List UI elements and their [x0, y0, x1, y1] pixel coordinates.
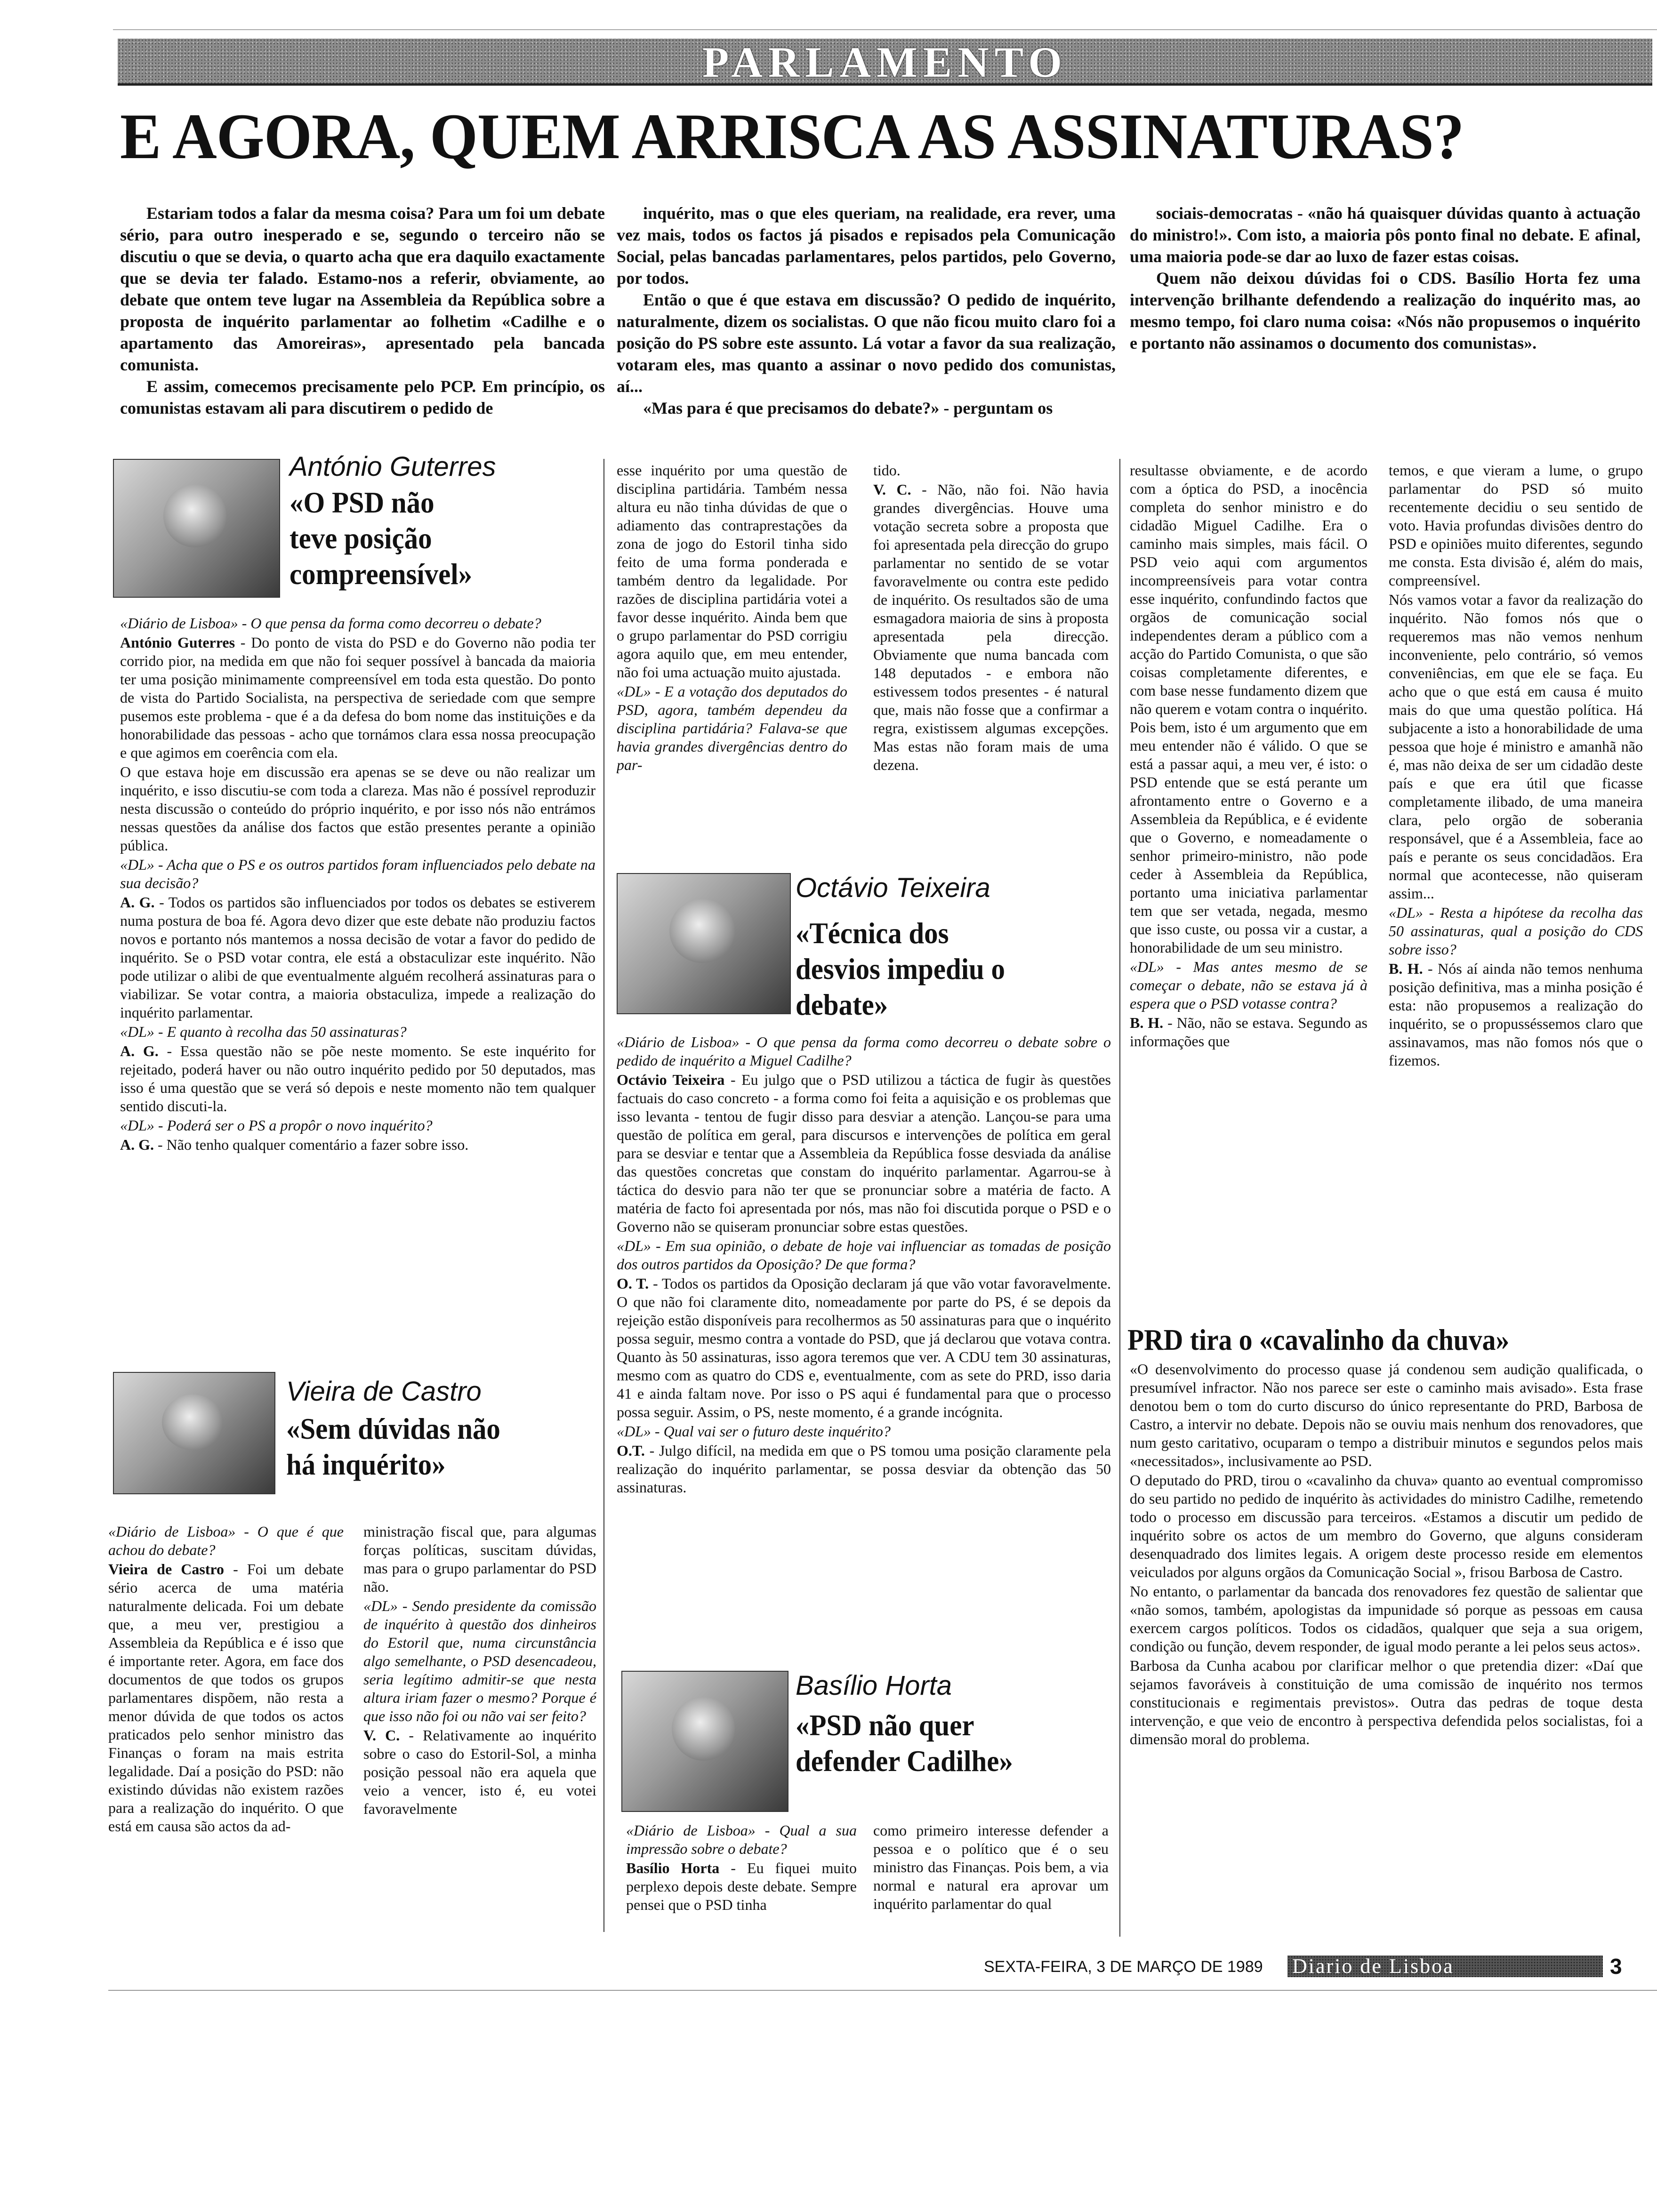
paragraph [873, 461, 1109, 480]
section-banner [118, 39, 1652, 86]
interview-question: «Diário de Lisboa» - O que pensa da forma como decorreu o debate? [120, 615, 541, 632]
column-rule-2 [1119, 459, 1120, 1937]
teixeira-photo [617, 873, 791, 1014]
paragraph [617, 1071, 1111, 1236]
answer-text: resultasse obviamente, e de acordo com a óptica do PSD, a inocência completa do senhor ministro e do cidadão Miguel Cadilhe. Era o caminho mais simples, mais fácil. O PSD veio aqui com argumentos incompreensíveis para votar contra esse inquérito, confundindo factos que orgãos de comunicação social independentes deram a público com a acção do Partido Comunista, o que são coisas completamente diferentes, e com base nesse fundamento dizem que não querem e votam contra o inquérito. Pois bem, isto é um argumento que em meu entender não é válido. O que se está a passar aqui, a meu ver, é isto: o PSD entende que se está perante um afrontamento entre o Governo e a Assembleia da República, e é evidente que o Governo, e nomeadamente o senhor primeiro-ministro, não pode ceder à Assembleia da República, portanto uma iniciativa parlamentar tem que ser vetada, negada, mesmo que isso custe, ou possa vir a custar, a honorabilidade de um seu ministro. [1130, 462, 1367, 956]
paragraph [120, 633, 595, 762]
paragraph [873, 1821, 1109, 1913]
speaker-name: O.T. [617, 1442, 645, 1459]
page-number: 3 [1610, 1954, 1622, 1979]
paragraph: inquérito, mas o que eles queriam, na realidade, era rever, uma vez mais, todos os factos já pisados e repisados pela Comunicação Social, pelas bancadas parlamentares, pelos partidos, pelo Governo, por todos. [617, 204, 1116, 288]
paragraph [120, 1136, 595, 1154]
paragraph: Quem não deixou dúvidas foi o CDS. Basílio Horta fez uma intervenção brilhante defendendo a realização do inquérito mas, ao mesmo tempo, foi claro numa coisa: «Nós não propusemos o inquérito e portanto não assinamos o documento dos comunistas». [1130, 269, 1641, 353]
paragraph: O deputado do PRD, tirou o «cavalinho da chuva» quanto ao eventual compromisso do seu partido no pedido de inquérito às actividades do ministro Cadilhe, remetendo todo o processo em discussão para terceiros. «Estamos a discutir um pedido de inquérito sobre os actos de um membro do Governo, que alguns consideram desenquadrado dos limites legais. A origem deste processo reside em elementos veiculados por alguns orgãos da Comunicação Social », frisou Barbosa de Castro. [1130, 1472, 1643, 1580]
answer-text: - Não, não se estava. Segundo as informações que [1130, 1014, 1367, 1050]
horta-text-b [873, 1821, 1109, 1934]
answer-text: - Foi um debate sério acerca de uma matéria naturalmente delicada. Foi um debate que, a meu ver, prestigiou a Assembleia da República e é isso que é importante reter. Agora, em face dos documentos de que todos os grupos parlamentares dispõem, não resta a menor dúvida de que todos os actos praticados pelo senhor ministro das Finanças o foram na mais estrita legalidade. Daí a posição do PSD: não existindo dúvidas não existem razões para a realização do inquérito. O que está em causa são actos da ad- [108, 1561, 344, 1835]
speaker-name: O. T. [617, 1275, 649, 1292]
answer-text: tido. [873, 462, 901, 479]
answer-text: - Eu fiquei muito perplexo depois deste debate. Sempre pensei que o PSD tinha [626, 1859, 857, 1913]
teixeira-text [617, 1033, 1111, 1666]
prd-title: PRD tira o «cavalinho da chuva» [1127, 1323, 1510, 1356]
interview-question: «Diário de Lisboa» - O que pensa da forma como decorreu o debate sobre o pedido de inquérito a Miguel Cadilhe? [617, 1034, 1111, 1069]
answer-text: temos, e que vieram a lume, o grupo parlamentar do PSD só muito recentemente decidiu o seu sentido de voto. Havia profundas divisões dentro do PSD e opiniões muito diferentes, segundo me consta. Esta divisão é, além do mais, compreensível. [1389, 462, 1643, 589]
horta-text-a [626, 1821, 857, 1934]
paragraph [626, 1859, 857, 1914]
interview-question: «DL» - Acha que o PS e os outros partidos foram influenciados pelo debate na sua decisão? [120, 856, 595, 891]
paragraph [1389, 591, 1643, 903]
intro-col-3 [1130, 202, 1641, 433]
paragraph: «Mas para é que precisamos do debate?» - perguntam os [643, 399, 1053, 417]
answer-text: Nós vamos votar a favor da realização do inquérito. Não fomos nós que o requeremos mas não vemos nenhum inconveniente, pelo contrário, só vemos conveniências, em que ele se faça. Eu acho que o que está em causa é muito mais do que uma questão política. Há subjacente a isto a honorabilidade de uma pessoa que hoje é ministro e amanhã não é, mas não deixa de ser um cidadão deste país e que era útil que ficasse completamente ilibado, de uma maneira clara, pelo orgão de soberania responsável, que é a Assembleia, face ao país e perante os seus concidadãos. Era normal que acontecesse, não quiseram assim... [1389, 591, 1643, 902]
paragraph [363, 1726, 596, 1818]
paragraph [120, 763, 595, 855]
paragraph: Estariam todos a falar da mesma coisa? Para um foi um debate sério, para outro inesperado e se, segundo o terceiro não se discutiu o que se devia, o quarto acha que era daquilo exactamente que se devia ter falado. Estamo-nos a referir, obviamente, ao debate que ontem teve lugar na Assembleia da República sobre a proposta de inquérito parlamentar ao folhetim «Cadilhe e o apartamento das Amoreiras», apresentado pela bancada comunista. [120, 204, 605, 374]
interview-question: «DL» - Poderá ser o PS a propôr o novo inquérito? [120, 1117, 433, 1134]
top-rule [113, 29, 1657, 30]
answer-text: como primeiro interesse defender a pessoa e o político que é o seu ministro das Finanças. Pois bem, a via normal e natural era aprovar um inquérito parlamentar do qual [873, 1822, 1109, 1912]
headline: E AGORA, QUEM ARRISCA AS ASSINATURAS? [120, 100, 1464, 172]
teixeira-quote: «Técnica dos desvios impediu o debate» [796, 916, 1005, 1021]
paragraph [120, 893, 595, 1022]
paragraph [617, 1274, 1111, 1421]
intro-col-2 [617, 202, 1116, 433]
castro-text-a [108, 1523, 344, 1932]
answer-text: esse inquérito por uma questão de disciplina partidária. Também nessa altura eu não tinha dúvidas de que o adiamento das contraprestações da zona de jogo do Estoril tinha sido feito de uma forma ponderada e também dentro da legalidade. Por razões de disciplina partidária votei a favor desse inquérito. Ainda bem que o grupo parlamentar do PSD corrigiu agora aquilo que, em meu entender, não foi uma actuação muito ajustada. [617, 462, 847, 681]
paragraph [1130, 461, 1367, 957]
paragraph [108, 1560, 344, 1835]
interview-question: «DL» - E quanto à recolha das 50 assinaturas? [120, 1023, 407, 1040]
answer-text: - Nós aí ainda não temos nenhuma posição definitiva, mas a minha posição é esta: não propusemos a realização do inquérito, se o propusséssemos claro que assinavamos, mas não fomos nós que o fizemos. [1389, 960, 1643, 1069]
speaker-name: V. C. [363, 1727, 400, 1744]
footer-date: SEXTA-FEIRA, 3 DE MARÇO DE 1989 [984, 1958, 1263, 1976]
answer-text: - Não, não foi. Não havia grandes divergências. Houve uma votação secreta sobre a proposta que foi apresentada pela direcção do grupo parlamentar no sentido de se votar favoravelmente ou contra este pedido de inquérito. Os resultados são de uma esmagadora maioria de sins à proposta apresentada pela direcção. Obviamente que numa bancada com 148 deputados - e embora não estivessem todos presentes - é natural que, mais não fosse que a confirmar a regra, existissem algumas excepções. Mas estas não foram mais de uma dezena. [873, 481, 1109, 773]
guterres-byline: António Guterres [290, 451, 496, 482]
interview-question: «DL» - Qual vai ser o futuro deste inquérito? [617, 1423, 891, 1440]
speaker-name: Basílio Horta [626, 1859, 720, 1876]
horta-text-d [1389, 461, 1643, 1304]
intro-col-1 [120, 202, 605, 433]
paragraph: No entanto, o parlamentar da bancada dos renovadores fez questão de salientar que «não somos, também, apologistas da impunidade só porque as pessoas em causa exercem cargos políticos. Todos os cidadãos, qualquer que seja a sua origem, condição ou função, devem responder, de igual modo perante a lei pelos seus actos». [1130, 1583, 1643, 1655]
speaker-name: António Guterres [120, 634, 235, 651]
castro-text-b [363, 1523, 596, 1932]
answer-text: ministração fiscal que, para algumas forças políticas, suscitam dúvidas, mas para o grupo parlamentar do PSD não. [363, 1523, 596, 1595]
answer-text: O que estava hoje em discussão era apenas se se deve ou não realizar um inquérito, e isso discutiu-se com toda a clareza. Mas não é possível reproduzir nesta discussão o conteúdo do próprio inquérito, e por isso nós não entrámos nessas questões da análise dos factos que estão presentes perante a opinião pública. [120, 763, 595, 854]
speaker-name: A. G. [120, 894, 155, 911]
guterres-text [120, 614, 595, 1367]
paragraph [617, 1442, 1111, 1497]
answer-text: - Essa questão não se põe neste momento. Se este inquérito for rejeitado, poderá haver ou não outro inquérito pedido por 50 deputados, mas isso é uma questão que se verá só depois e neste momento não tem qualquer sentido discuti-la. [120, 1042, 595, 1114]
paragraph [617, 461, 847, 681]
paragraph: «O desenvolvimento do processo quase já condenou sem audição qualificada, o presumível infractor. Não nos parece ser este o caminho mais avisado». Esta frase denotou bem o tom do curto discurso do único representante do PRD, Barbosa de Castro, a intervir no debate. Depois não se ouviu mais nenhum dos renovadores, que num gesto caritativo, ocuparam o tempo a distribuir minutos e segundos pelos mais «necessitados», inclusivamente ao PSD. [1130, 1361, 1643, 1469]
speaker-name: B. H. [1389, 960, 1423, 977]
horta-byline: Basílio Horta [796, 1670, 952, 1701]
horta-text-c [1130, 461, 1367, 1304]
paragraph: Barbosa da Cunha acabou por clarificar melhor o que pretendia dizer: «Daí que sejamos favoráveis à constituição de uma comissão de inquérito nos termos constitucionais e regimentais previstos». Outra das pedras de toque desta intervenção, e que veio de encontro à perspectiva defendida pelos socialistas, foi a dimensão moral do problema. [1130, 1657, 1643, 1747]
speaker-name: B. H. [1130, 1014, 1164, 1031]
speaker-name: Octávio Teixeira [617, 1071, 725, 1088]
answer-text: - Eu julgo que o PSD utilizou a táctica de fugir às questões factuais do caso concreto - a forma como foi feita a aquisição e os problemas que isso levanta - tentou de fugir disso para desviar a atenção. Lançou-se para uma questão de política em geral, para discursos e intervenções de política em geral para se desviar e tentar que a Assembleia da República fosse desviada da análise das questões concretas que constam do inquérito parlamentar. Agarrou-se à táctica do desvio para não ter que se pronunciar sobre a matéria de facto. A matéria de facto foi apresentada por nós, mas não foi discutida porque o PSD e o Governo não se quiseram pronunciar sobre estas questões. [617, 1071, 1111, 1235]
castro-photo [113, 1372, 275, 1494]
paragraph: sociais-democratas - «não há quaisquer dúvidas quanto à actuação do ministro!». Com isto, a maioria pôs ponto final no debate. E afinal, uma maioria pode-se dar ao luxo de fazer estas coisas. [1130, 204, 1641, 266]
answer-text: - Relativamente ao inquérito sobre o caso do Estoril-Sol, a minha posição pessoal não era aquela que veio a vencer, isto é, eu votei favoravelmente [363, 1727, 596, 1817]
answer-text: - Todos os partidos são influenciados por todos os debates se estiverem numa postura de boa fé. Agora devo dizer que este debate não produziu factos novos e portanto nós mantemos a nossa decisão de votar a favor do pedido de inquérito. Se o PSD votar contra, ele está a obstaculizar este inquérito. Não pode utilizar o alibi de que eventualmente alguém recolherá assinaturas para o viabilizar. Se votar contra, a maioria obstaculiza, impede a realização do inquérito parlamentar. [120, 894, 595, 1021]
paragraph [1389, 461, 1643, 590]
prd-text [1130, 1360, 1643, 1934]
paragraph: Então o que é que estava em discussão? O pedido de inquérito, naturalmente, dizem os socialistas. O que não ficou muito claro foi a posição do PS sobre este assunto. Lá votar a favor da sua realização, votaram eles, mas quanto a assinar o novo pedido dos comunistas, aí... [617, 290, 1116, 396]
guterres-continued-a [617, 461, 847, 880]
castro-byline: Vieira de Castro [286, 1376, 482, 1407]
paragraph [120, 1042, 595, 1115]
teixeira-byline: Octávio Teixeira [796, 873, 990, 903]
castro-quote: «Sem dúvidas não há inquérito» [286, 1412, 500, 1481]
speaker-name: V. C. [873, 481, 911, 498]
paragraph [873, 481, 1109, 774]
section-title: PARLAMENTO [702, 38, 1068, 86]
interview-question: «Diário de Lisboa» - O que é que achou do debate? [108, 1523, 344, 1558]
newspaper-name: Diario de Lisboa [1292, 1955, 1454, 1978]
paragraph [1389, 960, 1643, 1070]
speaker-name: Vieira de Castro [108, 1561, 225, 1578]
answer-text: - Julgo difícil, na medida em que o PS tomou uma posição claramente pela realização do inquérito parlamentar, se possa desviar da obtenção das 50 assinaturas. [617, 1442, 1111, 1496]
horta-quote: «PSD não quer defender Cadilhe» [796, 1708, 1013, 1778]
answer-text: - Do ponto de vista do PSD e do Governo não podia ter corrido pior, na medida em que não foi sequer possível à bancada da maioria ter uma posição minimamente compreensível em toda esta questão. Do ponto de vista do Partido Socialista, na perspectiva de seriedade com que sempre pusemos este problema - que é a da defesa do bom nome das instituições e da honorabilidade das pessoas - acho que tornámos clara essa nossa preocupação e que agimos em coerência com ela. [120, 634, 595, 761]
paragraph [1130, 1014, 1367, 1050]
guterres-photo [113, 459, 280, 598]
guterres-continued-b [873, 461, 1109, 880]
interview-question: «DL» - Sendo presidente da comissão de inquérito à questão dos dinheiros do Estoril que, numa circunstância algo semelhante, o PSD desencadeou, seria legítimo admitir-se que nesta altura iriam fazer o mesmo? Porque é que isso não foi ou não vai ser feito? [363, 1597, 596, 1724]
interview-question: «DL» - E a votação dos deputados do PSD, agora, também dependeu da disciplina partidária? Falava-se que havia grandes divergências dentro do par- [617, 683, 847, 773]
horta-photo [621, 1671, 788, 1812]
column-rule-1 [603, 459, 604, 1932]
guterres-quote: «O PSD não teve posição compreensível» [290, 486, 473, 591]
interview-question: «DL» - Resta a hipótese da recolha das 50 assinaturas, qual a posição do CDS sobre isso? [1389, 904, 1643, 958]
interview-question: «Diário de Lisboa» - Qual a sua impressão sobre o debate? [626, 1822, 857, 1857]
paragraph: E assim, comecemos precisamente pelo PCP. Em princípio, os comunistas estavam ali para discutirem o pedido de [120, 377, 605, 417]
answer-text: - Todos os partidos da Oposição declaram já que vão votar favoravelmente. O que não foi claramente dito, nomeadamente por parte do PS, é se depois da rejeição estão disponíveis para recolhermos as 50 assinaturas para que o inquérito possa seguir, mesmo contra a vontade do PSD, que já declarou que votava contra. Quanto às 50 assinaturas, isso agora teremos que ver. A CDU tem 30 assinaturas, mesmo com as quatro do CDS e, eventualmente, com as sete do PRD, isso daria 41 e ainda faltam nove. Por isso o PS aqui é fundamental para que o processo possa seguir. Assim, o PS, neste momento, é a grande incógnita. [617, 1275, 1111, 1420]
footer-rule [108, 1990, 1657, 1991]
paragraph [363, 1523, 596, 1596]
speaker-name: A. G. [120, 1136, 154, 1153]
interview-question: «DL» - Mas antes mesmo de se começar o debate, não se estava já à espera que o PSD votasse contra? [1130, 958, 1367, 1012]
interview-question: «DL» - Em sua opinião, o debate de hoje vai influenciar as tomadas de posição dos outros partidos da Oposição? De que forma? [617, 1237, 1111, 1273]
speaker-name: A. G. [120, 1042, 159, 1059]
answer-text: - Não tenho qualquer comentário a fazer sobre isso. [154, 1136, 469, 1153]
